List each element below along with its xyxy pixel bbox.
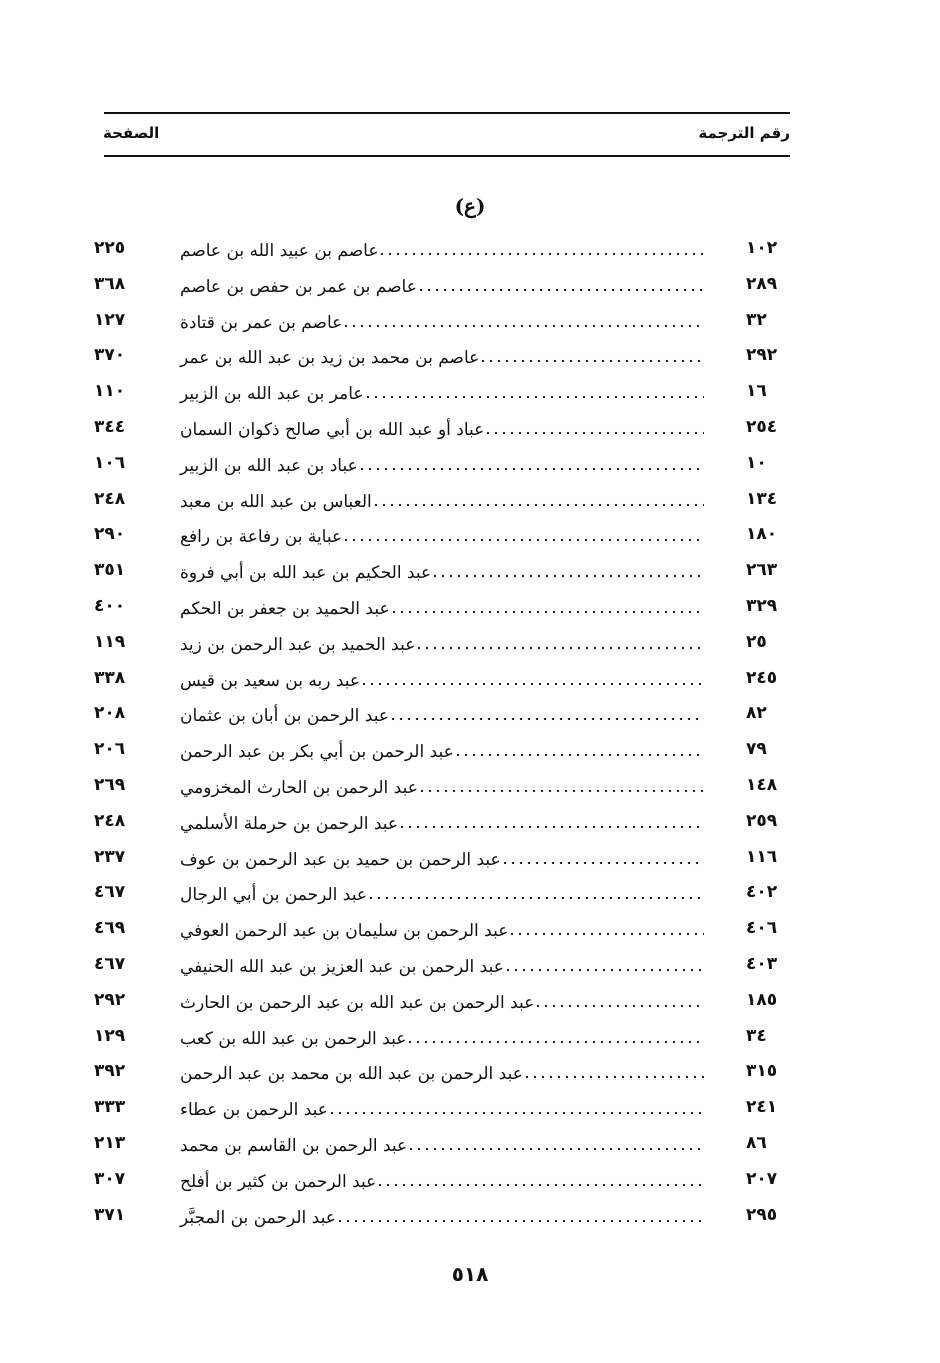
header-page-label: الصفحة [103, 124, 160, 142]
entry-leader [176, 668, 704, 694]
dot-leader [504, 967, 704, 973]
entry-name: عبد الرحمن بن أبان بن عثمان [176, 703, 389, 729]
entry-number: ٢٦٣ [746, 560, 778, 581]
index-entry-row [0, 878, 940, 914]
entry-name: عاصم بن عمر بن قتادة [176, 310, 342, 336]
dot-leader [454, 752, 704, 758]
entry-number: ٨٢ [746, 703, 767, 724]
entry-page-number: ١١٠ [94, 381, 126, 402]
entry-leader [176, 489, 704, 515]
entry-name: عبد الرحمن بن عبد الله بن محمد بن عبد الرحمن [176, 1061, 523, 1087]
entry-number: ٢٥٩ [746, 810, 778, 831]
index-entry-row [0, 341, 940, 377]
index-entry-row [0, 986, 940, 1022]
entry-page-number: ١٢٩ [94, 1025, 126, 1046]
section-letter-heading: (ع) [454, 194, 486, 218]
dot-leader [328, 1110, 704, 1116]
entry-page-number: ٢٠٦ [94, 739, 126, 760]
entry-leader [176, 632, 704, 658]
entry-number: ١٣٤ [746, 488, 778, 509]
dot-leader [479, 358, 704, 364]
entry-name: عاصم بن محمد بن زيد بن عبد الله بن عمر [176, 345, 479, 371]
index-entry-row [0, 914, 940, 950]
entry-number: ٢٠٧ [746, 1168, 778, 1189]
index-entries-list [0, 234, 940, 1236]
entry-leader [176, 310, 704, 336]
index-entry-row [0, 234, 940, 270]
entry-number: ١٤٨ [746, 774, 778, 795]
entry-page-number: ٣٧١ [94, 1204, 126, 1225]
entry-page-number: ٢٤٨ [94, 810, 126, 831]
entry-number: ١٦ [746, 381, 767, 402]
index-entry-row [0, 306, 940, 342]
entry-name: عبد الرحمن بن الحارث المخزومي [176, 775, 418, 801]
entry-page-number: ٣٦٨ [94, 273, 126, 294]
entry-leader [176, 1097, 704, 1123]
entry-page-number: ٢٣٧ [94, 846, 126, 867]
dot-leader [501, 860, 704, 866]
entry-number: ٢٨٩ [746, 273, 778, 294]
dot-leader [415, 645, 704, 651]
entry-page-number: ٤٦٧ [94, 953, 126, 974]
entry-leader [176, 238, 704, 264]
index-entry-row [0, 735, 940, 771]
entry-page-number: ٣٤٤ [94, 416, 126, 437]
dot-leader [534, 1003, 704, 1009]
entry-leader [176, 811, 704, 837]
index-entry-row [0, 270, 940, 306]
entry-name: عبد الرحمن بن كثير بن أفلح [176, 1169, 376, 1195]
index-entry-row [0, 1129, 940, 1165]
entry-page-number: ٢١٣ [94, 1132, 126, 1153]
entry-leader [176, 1169, 704, 1195]
entry-page-number: ٣٥١ [94, 560, 126, 581]
dot-leader [523, 1074, 704, 1080]
index-entry-row [0, 1093, 940, 1129]
index-entry-row [0, 520, 940, 556]
index-entry-row [0, 950, 940, 986]
entry-leader [176, 882, 704, 908]
entry-page-number: ٢٩٢ [94, 989, 126, 1010]
entry-name: عبد الرحمن بن القاسم بن محمد [176, 1133, 407, 1159]
entry-page-number: ١٠٦ [94, 452, 126, 473]
index-entry-row [0, 1057, 940, 1093]
entry-number: ٢٩٥ [746, 1204, 778, 1225]
entry-page-number: ٣٣٨ [94, 667, 126, 688]
entry-number: ٣٤ [746, 1025, 767, 1046]
entry-number: ٢٩٢ [746, 345, 778, 366]
entry-leader [176, 560, 704, 586]
entry-name: عبد الحميد بن جعفر بن الحكم [176, 596, 390, 622]
entry-page-number: ٣٩٢ [94, 1061, 126, 1082]
entry-leader [176, 739, 704, 765]
entry-name: عباد أو عبد الله بن أبي صالح ذكوان السمان [176, 417, 484, 443]
index-entry-row [0, 556, 940, 592]
entry-leader [176, 847, 704, 873]
entry-page-number: ٢٩٠ [94, 524, 126, 545]
header-entry-number-label: رقم الترجمة [698, 124, 790, 142]
index-entry-row [0, 1201, 940, 1237]
entry-number: ٣٢٩ [746, 595, 778, 616]
dot-leader [406, 1039, 704, 1045]
entry-name: عبد الرحمن بن عبد الله بن عبد الرحمن بن الحارث [176, 990, 534, 1016]
dot-leader [378, 251, 704, 257]
entry-page-number: ٢٠٨ [94, 703, 126, 724]
index-entry-row [0, 664, 940, 700]
entry-leader [176, 274, 704, 300]
header-bottom-rule [104, 155, 790, 157]
entry-number: ٢٤١ [746, 1097, 778, 1118]
dot-leader [372, 502, 704, 508]
index-entry-row [0, 449, 940, 485]
dot-leader [364, 394, 704, 400]
entry-name: عبد الرحمن بن عطاء [176, 1097, 328, 1123]
dot-leader [390, 609, 704, 615]
entry-page-number: ١١٩ [94, 631, 126, 652]
entry-leader [176, 703, 704, 729]
dot-leader [398, 824, 704, 830]
entry-number: ٤٠٣ [746, 953, 778, 974]
entry-page-number: ١٢٧ [94, 309, 126, 330]
entry-name: عبد الحميد بن عبد الرحمن بن زيد [176, 632, 415, 658]
entry-number: ٤٠٢ [746, 882, 778, 903]
index-entry-row [0, 377, 940, 413]
dot-leader [358, 466, 704, 472]
entry-name: عبد الرحمن بن حميد بن عبد الرحمن بن عوف [176, 847, 501, 873]
dot-leader [342, 323, 704, 329]
entry-number: ١٨٠ [746, 524, 778, 545]
entry-leader [176, 381, 704, 407]
entry-leader [176, 1026, 704, 1052]
entry-number: ١١٦ [746, 846, 778, 867]
dot-leader [407, 1146, 704, 1152]
entry-name: عبد الرحمن بن أبي الرجال [176, 882, 367, 908]
entry-leader [176, 1133, 704, 1159]
dot-leader [431, 573, 704, 579]
entry-page-number: ٣٣٣ [94, 1097, 126, 1118]
index-entry-row [0, 843, 940, 879]
entry-page-number: ٤٠٠ [94, 595, 126, 616]
header-top-rule [104, 112, 790, 114]
dot-leader [508, 931, 704, 937]
entry-page-number: ٢٢٥ [94, 238, 126, 258]
index-entry-row [0, 485, 940, 521]
entry-page-number: ٤٦٩ [94, 918, 126, 939]
entry-leader [176, 954, 704, 980]
dot-leader [360, 681, 704, 687]
dot-leader [376, 1182, 704, 1188]
dot-leader [367, 895, 704, 901]
entry-number: ٢٥٤ [746, 416, 778, 437]
entry-leader [176, 918, 704, 944]
entry-name: عاصم بن عبيد الله بن عاصم [176, 238, 378, 264]
index-entry-row [0, 699, 940, 735]
entry-leader [176, 453, 704, 479]
dot-leader [417, 287, 704, 293]
entry-leader [176, 417, 704, 443]
entry-page-number: ٣٧٠ [94, 345, 126, 366]
entry-leader [176, 596, 704, 622]
index-entry-row [0, 1165, 940, 1201]
entry-number: ١٠٢ [746, 238, 778, 258]
entry-name: عبد الرحمن بن عبد الله بن كعب [176, 1026, 406, 1052]
entry-name: عبد ربه بن سعيد بن قيس [176, 668, 360, 694]
dot-leader [336, 1218, 704, 1224]
entry-number: ٣٢ [746, 309, 767, 330]
entry-number: ٤٠٦ [746, 918, 778, 939]
dot-leader [342, 537, 704, 543]
entry-leader [176, 1205, 704, 1231]
index-entry-row [0, 628, 940, 664]
entry-number: ٢٤٥ [746, 667, 778, 688]
index-entry-row [0, 807, 940, 843]
entry-name: عبد الرحمن بن المجبَّر [176, 1205, 336, 1231]
entry-name: عاصم بن عمر بن حفص بن عاصم [176, 274, 417, 300]
entry-leader [176, 345, 704, 371]
entry-name: عبد الرحمن بن حرملة الأسلمي [176, 811, 398, 837]
entry-name: عبد الرحمن بن عبد العزيز بن عبد الله الحنيفي [176, 954, 504, 980]
entry-page-number: ٣٠٧ [94, 1168, 126, 1189]
dot-leader [418, 788, 704, 794]
entry-leader [176, 775, 704, 801]
page-number: ٥١٨ [451, 1262, 489, 1286]
entry-name: عباد بن عبد الله بن الزبير [176, 453, 358, 479]
index-entry-row [0, 592, 940, 628]
dot-leader [484, 430, 704, 436]
entry-number: ٧٩ [746, 739, 767, 760]
entry-number: ٨٦ [746, 1132, 767, 1153]
entry-name: عبد الرحمن بن سليمان بن عبد الرحمن العوفي [176, 918, 508, 944]
entry-leader [176, 990, 704, 1016]
index-entry-row [0, 413, 940, 449]
entry-number: ٢٥ [746, 631, 767, 652]
entry-leader [176, 1061, 704, 1087]
entry-name: العباس بن عبد الله بن معبد [176, 489, 372, 515]
entry-page-number: ٢٦٩ [94, 774, 126, 795]
entry-number: ١٠ [746, 452, 767, 473]
dot-leader [389, 716, 704, 722]
entry-name: عامر بن عبد الله بن الزبير [176, 381, 364, 407]
entry-leader [176, 524, 704, 550]
entry-name: عبد الرحمن بن أبي بكر بن عبد الرحمن [176, 739, 454, 765]
entry-page-number: ٤٦٧ [94, 882, 126, 903]
entry-number: ١٨٥ [746, 989, 778, 1010]
entry-number: ٣١٥ [746, 1061, 778, 1082]
index-entry-row [0, 771, 940, 807]
entry-name: عبد الحكيم بن عبد الله بن أبي فروة [176, 560, 431, 586]
entry-name: عباية بن رفاعة بن رافع [176, 524, 342, 550]
index-entry-row [0, 1022, 940, 1058]
entry-page-number: ٢٤٨ [94, 488, 126, 509]
